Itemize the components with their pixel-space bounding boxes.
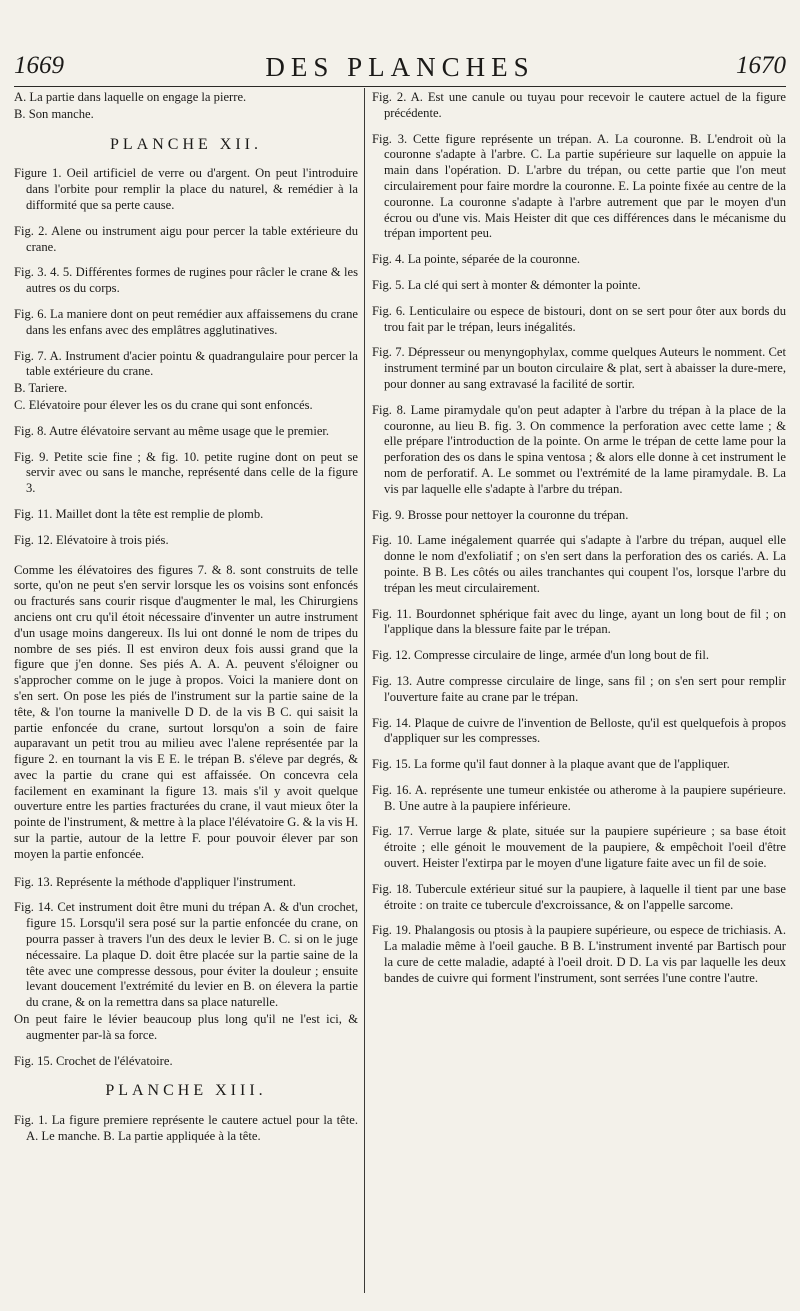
figure-entry: A. La partie dans laquelle on engage la pierre. — [14, 90, 247, 104]
page-number-right: 1670 — [736, 52, 786, 79]
plate-heading: PLANCHE XII. — [110, 135, 262, 153]
figure-entry: Fig. 8. Lame piramydale qu'on peut adapter à l'arbre du trépan à la place de la couronne, au lieu B. fig. 3. On commence la perforation avec cette lame ; & elle prépare l'introduction de la pointe. On arme le trépan de cette lame pour la perforation des os dans le spina ventosa ; & alors elle donne à cet instrument le nom de perforatif. A. Le sommet ou l'extrémité de la lame piramydale. B. La vis par laquelle elle s'adapte à l'arbre du trépan. — [372, 402, 786, 496]
right-column — [372, 90, 786, 997]
header-rule — [14, 86, 786, 87]
figure-entry: Fig. 13. Autre compresse circulaire de linge, sans fil ; on s'en sert pour remplir l'ouverture faite au crane par le trépan. — [372, 673, 786, 704]
column-divider — [364, 88, 365, 1293]
figure-entry: Fig. 2. A. Est une canule ou tuyau pour recevoir le cautere actuel de la figure précédente. — [372, 90, 786, 120]
figure-entry: Fig. 9. Petite scie fine ; & fig. 10. petite rugine dont on peut se servir avec ou sans le manche, représenté dans celle de la figure 3. — [14, 449, 358, 496]
figure-entry: Fig. 11. Bourdonnet sphérique fait avec du linge, ayant un long bout de fil ; on l'applique dans la blessure faite par le trépan. — [372, 606, 786, 637]
figure-entry: Fig. 13. Représente la méthode d'appliquer l'instrument. — [14, 874, 296, 889]
figure-entry: Fig. 5. La clé qui sert à monter & démonter la pointe. — [372, 277, 641, 292]
figure-entry: Fig. 6. Lenticulaire ou espece de bistouri, dont on se sert pour ôter aux bords du trou fait par le trépan, leurs inégalités. — [372, 303, 786, 334]
figure-entry: Fig. 19. Phalangosis ou ptosis à la paupiere supérieure, ou espece de trichiasis. A. La maladie même à l'oeil gauche. B B. L'instrument inventé par Bartisch pour la cure de cette maladie, adapté à l'oeil droit. D D. La vis par laquelle les deux bandes de cuivre qui forment l'instrument, sont serrées l'une contre l'autre. — [372, 923, 786, 985]
figure-entry: Fig. 11. Maillet dont la tête est remplie de plomb. — [14, 506, 264, 521]
figure-entry: Fig. 10. Lame inégalement quarrée qui s'adapte à l'arbre du trépan, auquel elle donne le nom d'exfoliatif ; on s'en sert dans la perforation des os cariés. A. La pointe. B B. Les côtés ou ailes tranchantes qui coupent l'os, lorsque l'arbre du trépan les meut circulairement. — [372, 533, 786, 595]
figure-entry: Fig. 8. Autre élévatoire servant au même usage que le premier. — [14, 423, 330, 438]
body-paragraph: Comme les élévatoires des figures 7. & 8. sont construits de telle sorte, qu'on ne peut s'en servir lorsque les os voisins sont enfoncés ou fracturés sans courir risque d'augmenter le mal, les Chirurgiens anciens ont cru qu'il étoit nécessaire d'inventer un autre instrument d'un usage moins dangereux. Ils lui ont donné le nom de tripes du nombre de ses piés. Il est environ deux fois aussi grand que la figure que j'en donne. Ses piés A. A. A. peuvent s'éloigner ou s'approcher comme on le juge à propos. Voici la maniere dont on s'en sert. On pose les piés de l'instrument sur la partie saine de la tête, & l'on tourne la manivelle D D. de la vis B C. qui saisit la partie enfoncée du crane, surtout lorsqu'on a soin de faire auparavant un petit trou au milieu avec l'alene représentée par la figure 2. en tournant la vis E E. le trépan B. s'éleve par degrés, & avec la partie du crane qui est affaissée. On concevra cela facilement en examinant la figure 13. mais s'il y avoit quelque ouverture entre les parties fracturées du crane, il vaut mieux ôter la pointe de l'instrument, & mettre à la place l'élévatoire G. & la vis H. sur la partie, autour de la lettre F. pour pouvoir élever par son moyen la partie enfoncée. — [14, 562, 358, 861]
figure-entry: B. Son manche. — [14, 106, 94, 121]
figure-entry: Fig. 18. Tubercule extérieur situé sur la paupiere, à laquelle il tient par une base étroite : on traite ce tubercule d'excroissance, & on l'appelle sarcome. — [372, 881, 786, 912]
figure-entry: Fig. 7. A. Instrument d'acier pointu & quadrangulaire pour percer la table extérieure du crane. — [14, 348, 358, 379]
figure-entry: Fig. 17. Verrue large & plate, située sur la paupiere supérieure ; sa base étoit étroite ; elle génoit le mouvement de la paupiere, & empêchoit l'oeil d'être ouvert. Heister l'extirpa par le moyen d'une ligature faite avec un fil de soie. — [372, 824, 786, 871]
figure-entry: Fig. 1. La figure premiere représente le cautere actuel pour la tête. A. Le manche. B. La partie appliquée à la tête. — [14, 1113, 358, 1144]
figure-entry: Fig. 7. Dépresseur ou menyngophylax, comme quelques Auteurs le nomment. Cet instrument terminé par un bouton circulaire & plat, sert à abaisser la dure-mere, pour donner au sang extravasé la facilité de sortir. — [372, 345, 786, 391]
figure-entry: Fig. 2. Alene ou instrument aigu pour percer la table extérieure du crane. — [14, 223, 358, 254]
figure-entry: Fig. 9. Brosse pour nettoyer la couronne du trépan. — [372, 507, 629, 522]
page-number-left: 1669 — [14, 52, 64, 79]
figure-entry: Fig. 3. 4. 5. Différentes formes de rugines pour râcler le crane & les autres os du corps. — [14, 265, 358, 296]
figure-entry: Fig. 12. Compresse circulaire de linge, armée d'un long bout de fil. — [372, 648, 709, 663]
figure-entry: Fig. 4. La pointe, séparée de la couronne. — [372, 252, 581, 267]
figure-entry: C. Elévatoire pour élever les os du crane qui sont enfoncés. — [14, 397, 313, 412]
figure-entry: Fig. 15. La forme qu'il faut donner à la plaque avant que de l'appliquer. — [372, 757, 730, 772]
figure-entry: Fig. 15. Crochet de l'élévatoire. — [14, 1053, 173, 1068]
figure-entry: Fig. 12. Elévatoire à trois piés. — [14, 532, 169, 547]
figure-entry: On peut faire le lévier beaucoup plus long qu'il ne l'est ici, & augmenter par-là sa force. — [14, 1012, 358, 1042]
figure-entry: Figure 1. Oeil artificiel de verre ou d'argent. On peut l'introduire dans l'orbite pour remplir la place du naturel, & remédier à la difformité que sa perte cause. — [14, 166, 358, 212]
running-title: DES PLANCHES — [265, 52, 535, 82]
figure-entry: Fig. 6. La maniere dont on peut remédier aux affaissemens du crane dans les enfans avec des emplâtres agglutinatives. — [14, 306, 358, 337]
plate-heading: PLANCHE XIII. — [105, 1082, 267, 1100]
left-column — [14, 90, 358, 1155]
figure-entry: Fig. 3. Cette figure représente un trépan. A. La couronne. B. L'endroit où la couronne s'adapte à l'arbre. C. La partie supérieure sur laquelle on appuie la main dans l'opération. D. L'arbre du trépan, ou cette partie que l'on meut circulairement pour faire mordre la couronne. E. La pointe fixée au centre de la couronne. La couronne s'adapte à l'arbre autrement que par le moyen d'un écrou ou d'une vis. Mais Heister dit que ces différences dans le mécanisme du trépan importent peu. — [372, 131, 786, 241]
figure-entry: B. Tariere. — [14, 381, 68, 396]
figure-entry: Fig. 16. A. représente une tumeur enkistée ou atherome à la paupiere supérieure. B. Une autre à la paupiere inférieure. — [372, 782, 786, 813]
page-header — [14, 52, 786, 90]
figure-entry: Fig. 14. Cet instrument doit être muni du trépan A. & d'un crochet, figure 15. Lorsqu'il sera posé sur la partie enfoncée du crane, on pourra passer à travers l'un des deux le levier B. C. si on le juge nécessaire. La plaque D. doit être placée sur la partie saine de la tête avec une compresse dessous, pour éviter la douleur ; ensuite levant doucement l'extrémité du levier en B. on élevera la partie du crane, & on la remettra dans sa place naturelle. — [14, 900, 358, 1010]
figure-entry: Fig. 14. Plaque de cuivre de l'invention de Belloste, qu'il est quelquefois à propos d'appliquer sur les compresses. — [372, 715, 786, 746]
